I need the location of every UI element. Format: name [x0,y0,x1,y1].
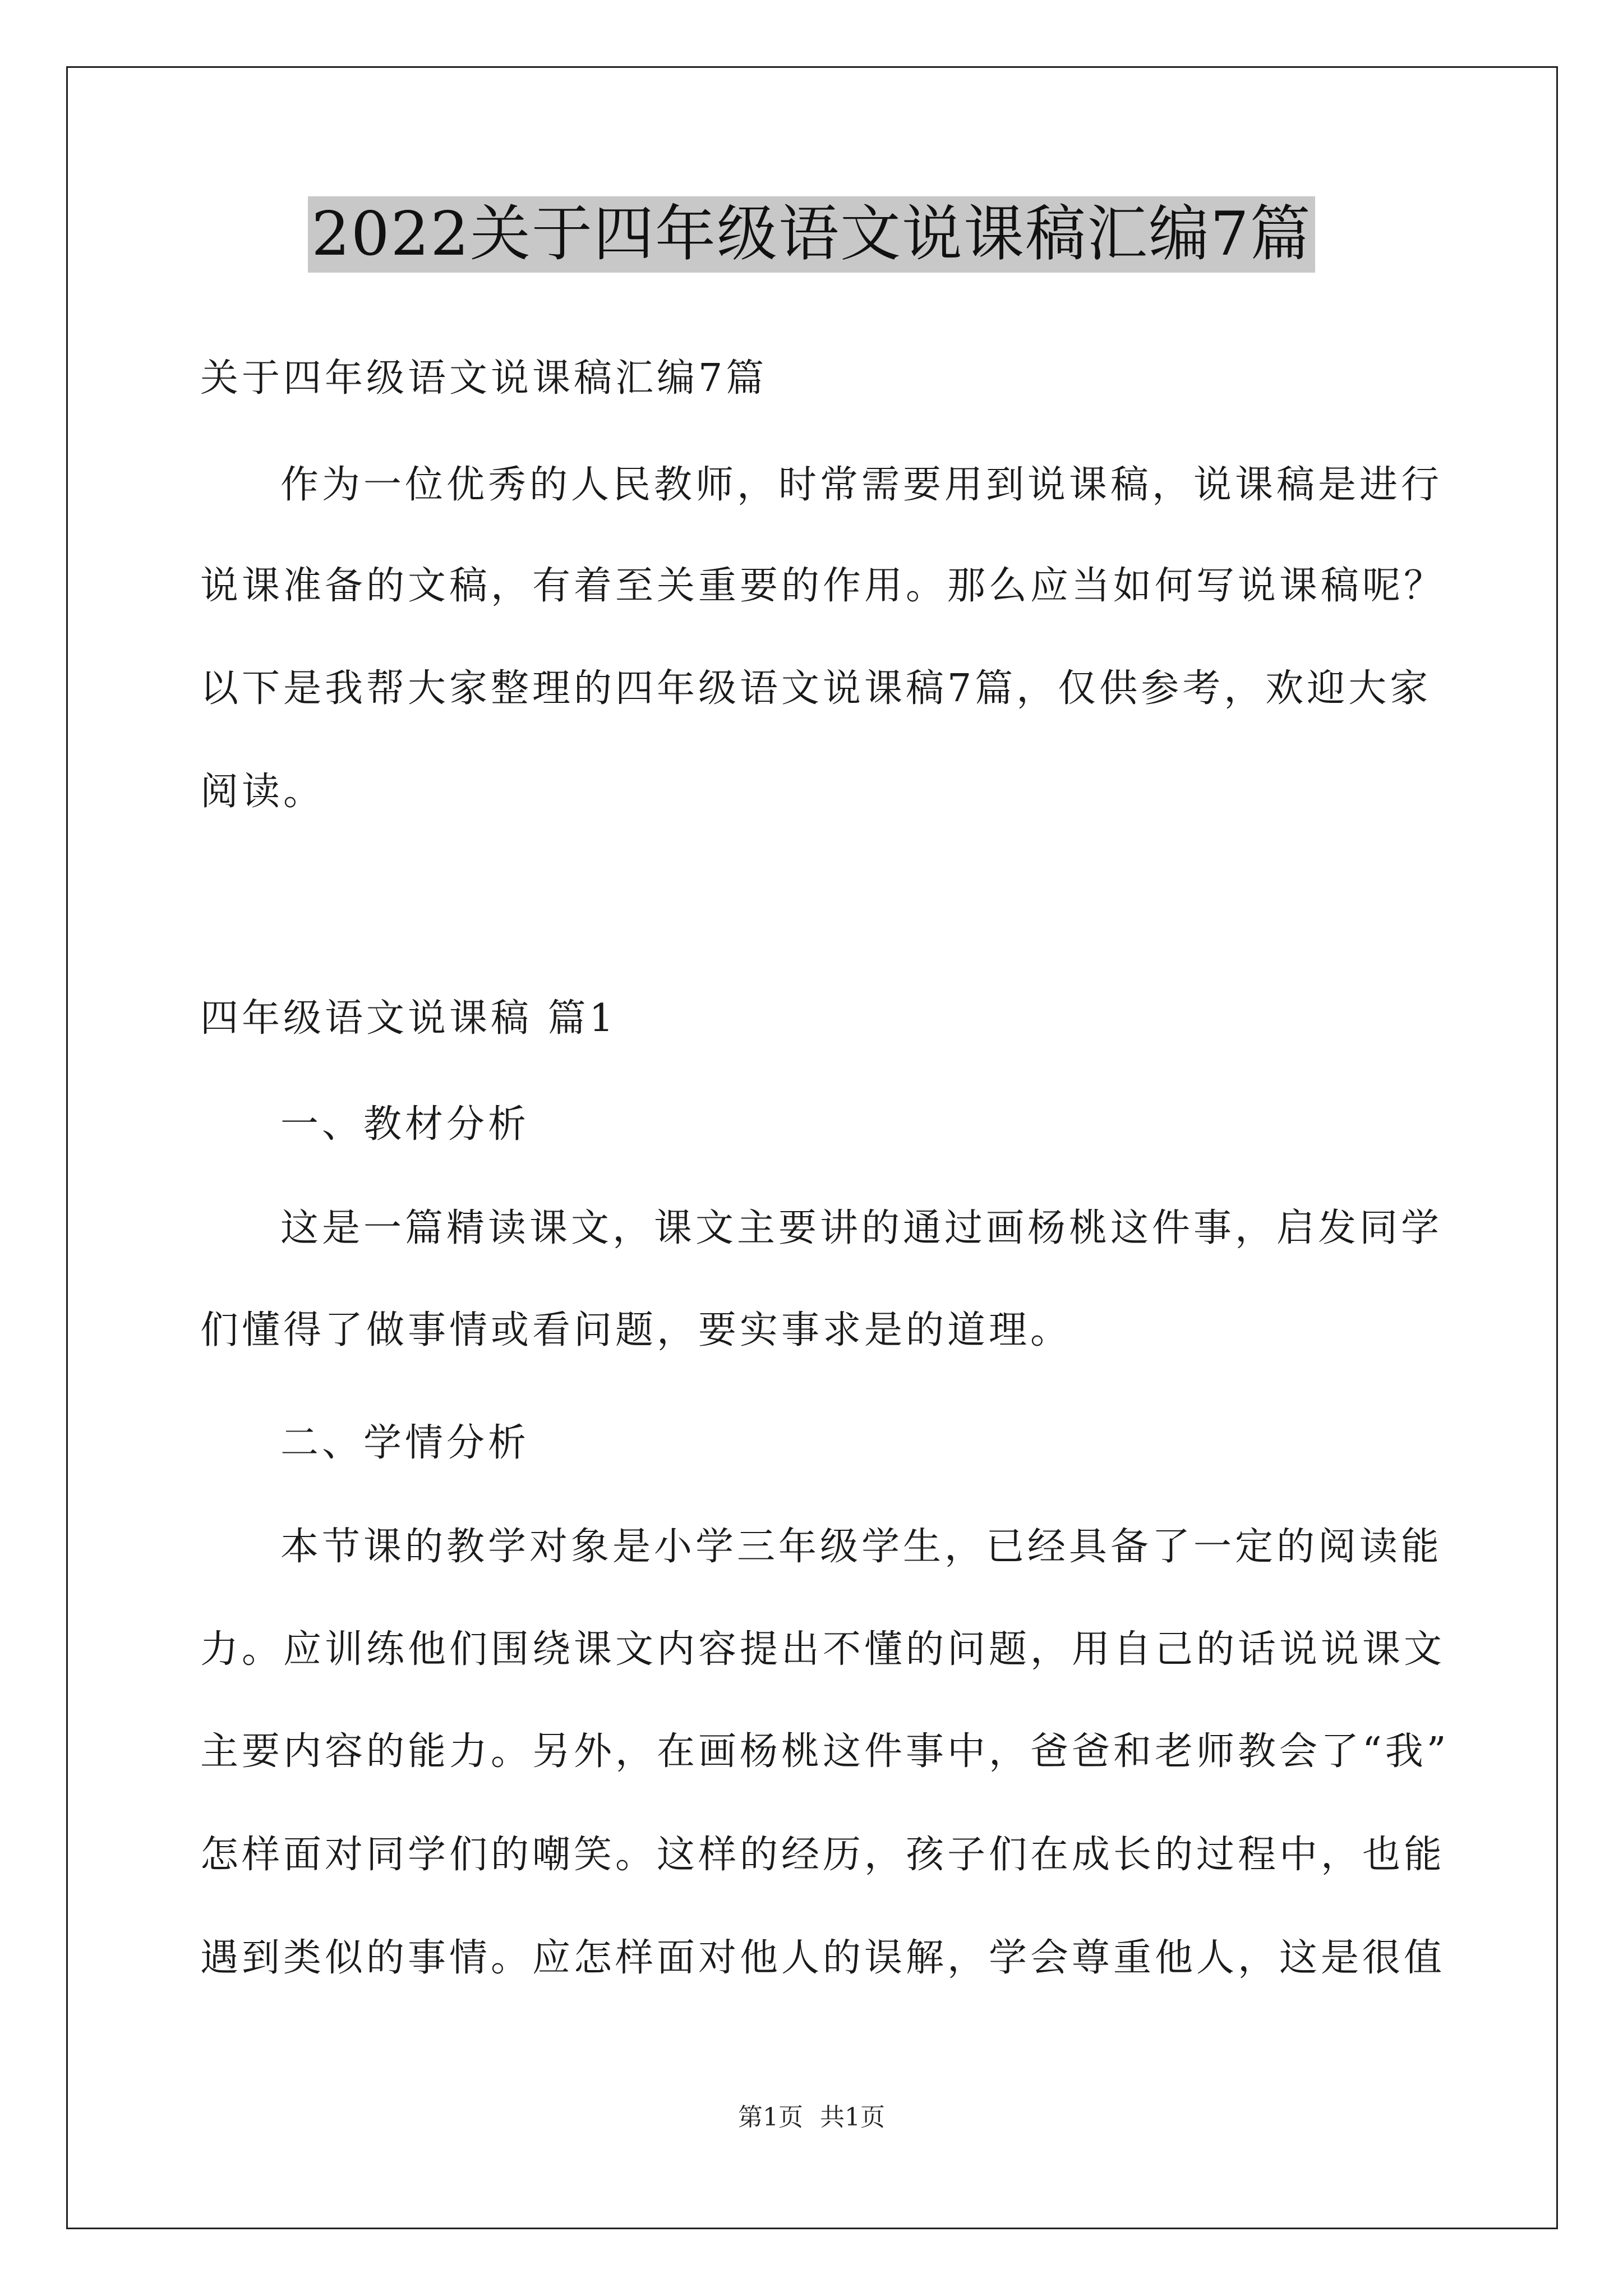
body-line-5: 主要内容的能力。另外，在画杨桃这件事中，爸爸和老师教会了“我” [200,1729,1450,1774]
body-line-3: 本节课的教学对象是小学三年级学生，已经具备了一定的阅读能 [280,1525,1443,1569]
body-line-4: 力。应训练他们围绕课文内容提出不懂的问题，用自己的话说说课文 [200,1627,1446,1672]
intro-line-4: 阅读。 [200,770,325,814]
intro-line-3: 以下是我帮大家整理的四年级语文说课稿7篇，仅供参考，欢迎大家 [200,666,1432,711]
title-container [0,196,1623,273]
document-title: 2022关于四年级语文说课稿汇编7篇 [308,196,1315,273]
page-footer [0,2101,1623,2134]
subheading-1: 一、教材分析 [280,1102,530,1147]
body-line-6: 怎样面对同学们的嘲笑。这样的经历，孩子们在成长的过程中，也能 [200,1833,1446,1877]
intro-line-1: 作为一位优秀的人民教师，时常需要用到说课稿，说课稿是进行 [280,463,1443,507]
intro-line-2: 说课准备的文稿，有着至关重要的作用。那么应当如何写说课稿呢？ [200,564,1446,608]
body-line-2: 们懂得了做事情或看问题，要实事求是的道理。 [200,1308,1072,1352]
body-line-1: 这是一篇精读课文，课文主要讲的通过画杨桃这件事，启发同学 [280,1206,1443,1250]
page-number: 第1页 [738,2103,803,2132]
page-total: 共1页 [820,2103,885,2132]
section-heading: 四年级语文说课稿 篇1 [200,996,617,1041]
body-line-7: 遇到类似的事情。应怎样面对他人的误解，学会尊重他人，这是很值 [200,1936,1446,1980]
subheading-2: 二、学情分析 [280,1421,530,1465]
subtitle-line: 关于四年级语文说课稿汇编7篇 [200,356,768,401]
